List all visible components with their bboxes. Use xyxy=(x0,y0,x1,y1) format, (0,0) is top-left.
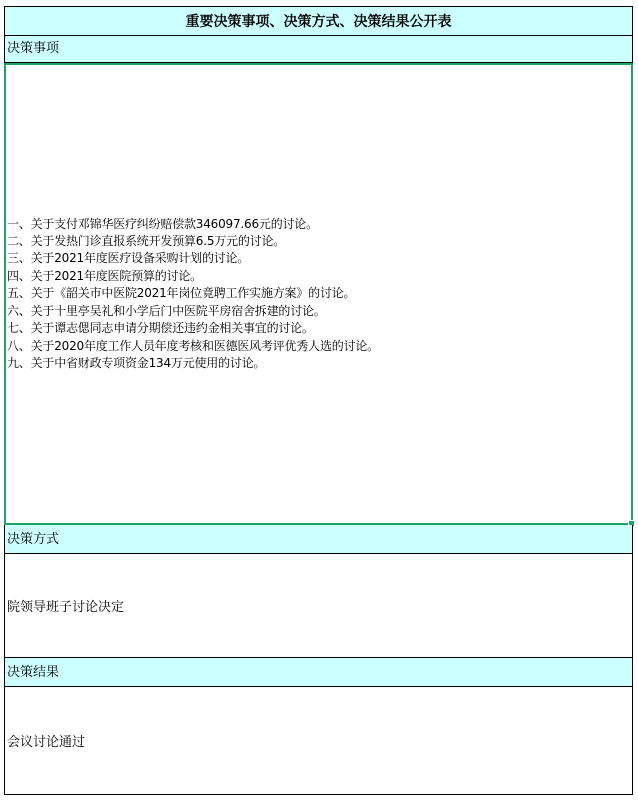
table-title-cell[interactable] xyxy=(4,6,633,36)
method-label-cell[interactable] xyxy=(4,525,633,554)
disclosure-table xyxy=(4,6,633,795)
matters-list-item: 八、关于2020年度工作人员年度考核和医德医风考评优秀人选的讨论。 xyxy=(7,338,379,353)
matters-list xyxy=(7,216,379,373)
result-label: 决策结果 xyxy=(7,665,60,680)
method-value: 院领导班子讨论决定 xyxy=(7,600,125,615)
result-content-cell[interactable] xyxy=(4,687,633,795)
matters-content-cell[interactable] xyxy=(4,63,633,525)
matters-list-item: 九、关于中省财政专项资金134万元使用的讨论。 xyxy=(7,355,266,370)
result-value: 会议讨论通过 xyxy=(7,735,86,750)
matters-list-item: 六、关于十里亭吴礼和小学后门中医院平房宿舍拆建的讨论。 xyxy=(7,303,326,318)
matters-label: 决策事项 xyxy=(7,41,60,56)
method-label: 决策方式 xyxy=(7,532,60,547)
matters-list-item: 五、关于《韶关市中医院2021年岗位竟聘工作实施方案》的讨论。 xyxy=(7,286,356,301)
matters-list-item: 一、关于支付邓锦华医疗纠纷赔偿款346097.66元的讨论。 xyxy=(7,216,318,231)
matters-list-item: 三、关于2021年度医疗设备采购计划的讨论。 xyxy=(7,251,250,266)
method-content-cell[interactable] xyxy=(4,554,633,658)
matters-label-cell[interactable] xyxy=(4,36,633,63)
result-label-cell[interactable] xyxy=(4,658,633,687)
table-title: 重要决策事项、决策方式、决策结果公开表 xyxy=(185,14,452,30)
matters-list-item: 七、关于谭志偲同志申请分期偿还违约金相关事宜的讨论。 xyxy=(7,321,314,336)
matters-list-item: 二、关于发热门诊直报系统开发预算6.5万元的讨论。 xyxy=(7,234,286,249)
matters-list-item: 四、关于2021年度医院预算的讨论。 xyxy=(7,268,202,283)
